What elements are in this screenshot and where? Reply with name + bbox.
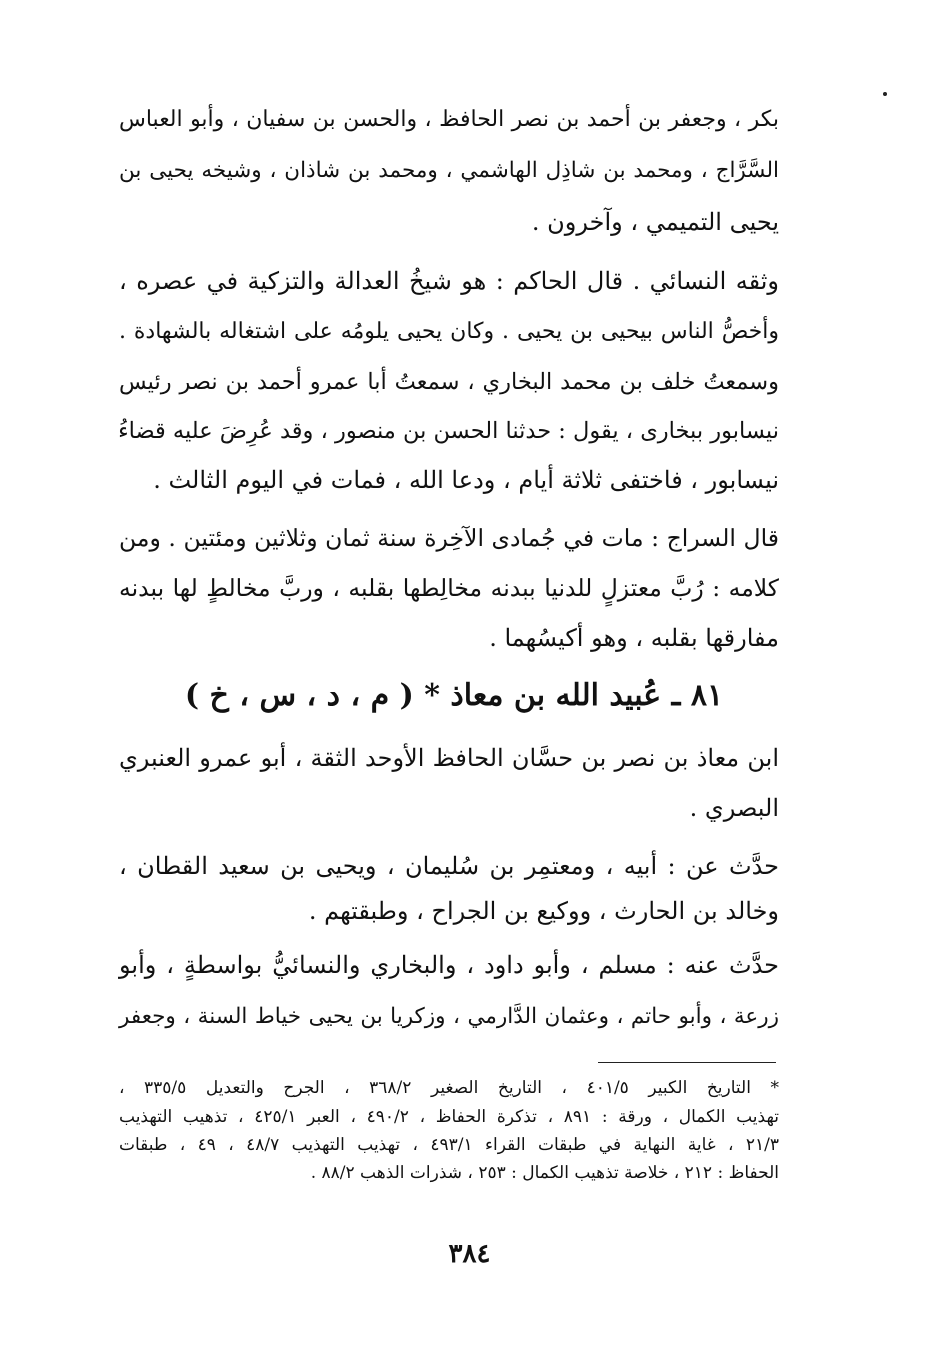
entry-heading: ٨١ ـ عُبيد الله بن معاذ * ( م ، د ، س ، خ ) [184, 678, 724, 713]
paragraph-2-line-5: نيسابور ، فاختفى ثلاثة أيام ، ودعا الله ، فمات في اليوم الثالث . [153, 466, 779, 494]
paragraph-3-line-3: مفارقها بقلبه ، وهو أكيسُهما . [489, 624, 779, 652]
footnote-line-4: الحفاظ : ٢١٢ ، خلاصة تذهيب الكمال : ٢٥٣ ، شذرات الذهب ٨٨/٢ . [310, 1163, 779, 1183]
paragraph-2-line-1: وثقه النسائي . قال الحاكم : هو شيخُ العدالة والتزكية في عصره ، [119, 267, 779, 295]
footnote-line-2: تهذيب الكمال ، ورقة : ٨٩١ ، تذكرة الحفاظ ، ٤٩٠/٢ ، العبر ٤٢٥/١ ، تذهيب التهذيب [119, 1107, 780, 1127]
paragraph-1-line-3: يحيى التميمي ، وآخرون . [531, 208, 779, 236]
paragraph-2-line-3: وسمعتُ خلف بن محمد البخاري ، سمعتُ أبا عمرو أحمد بن نصر رئيس [119, 369, 779, 395]
paragraph-5-line-2: وخالد بن الحارث ، ووكيع بن الجراح ، وطبقتهم . [308, 897, 779, 925]
paragraph-3-line-1: قال السراج : مات في جُمادى الآخِرة سنة ثمان وثلاثين ومئتين . ومن [119, 524, 779, 552]
paragraph-1-line-2: السَّرَّاج ، ومحمد بن شاذِل الهاشمي ، ومحمد بن شاذان ، وشيخه يحيى بن [119, 158, 779, 183]
page-number: ٣٨٤ [448, 1239, 491, 1269]
footnote-line-1: * التاريخ الكبير ٤٠١/٥ ، التاريخ الصغير ٣٦٨/٢ ، الجرح والتعديل ٣٣٥/٥ ، [119, 1078, 780, 1098]
paragraph-5-line-1: حدَّث عن : أبيه ، ومعتمِر بن سُليمان ، ويحيى بن سعيد القطان ، [119, 852, 779, 880]
footnote-line-3: ٢١/٣ ، غاية النهاية في طبقات القراء ٤٩٣/١ ، تهذيب التهذيب ٤٨/٧ ، ٤٩ ، طبقات [119, 1135, 779, 1155]
paragraph-2-line-2: وأخصُّ الناس بيحيى بن يحيى . وكان يحيى يلومُه على اشتغاله بالشهادة . [119, 319, 779, 344]
paragraph-4-line-2: البصري . [689, 794, 779, 822]
paragraph-6-line-2: زرعة ، وأبو حاتم ، وعثمان الدَّارمي ، وزكريا بن يحيى خياط السنة ، وجعفر [119, 1004, 779, 1029]
paragraph-6-line-1: حدَّث عنه : مسلم ، وأبو داود ، والبخاري والنسائيُّ بواسطةٍ ، وأبو [119, 951, 779, 979]
paragraph-3-line-2: كلامه : رُبَّ معتزلٍ للدنيا ببدنه مخالِطها بقلبه ، وربَّ مخالطٍ لها ببدنه [119, 574, 779, 602]
paragraph-2-line-4: نيسابور ببخارى ، يقول : حدثنا الحسن بن منصور ، وقد عُرِضَ عليه قضاءُ [118, 418, 779, 444]
footnote-separator [598, 1062, 776, 1063]
paragraph-1-line-1: بكر ، وجعفر بن أحمد بن نصر الحافظ ، والحسن بن سفيان ، وأبو العباس [119, 107, 779, 132]
paragraph-4-line-1: ابن معاذ بن نصر بن حسَّان الحافظ الأوحد الثقة ، أبو عمرو العنبري [119, 744, 779, 772]
margin-dot [883, 92, 887, 96]
